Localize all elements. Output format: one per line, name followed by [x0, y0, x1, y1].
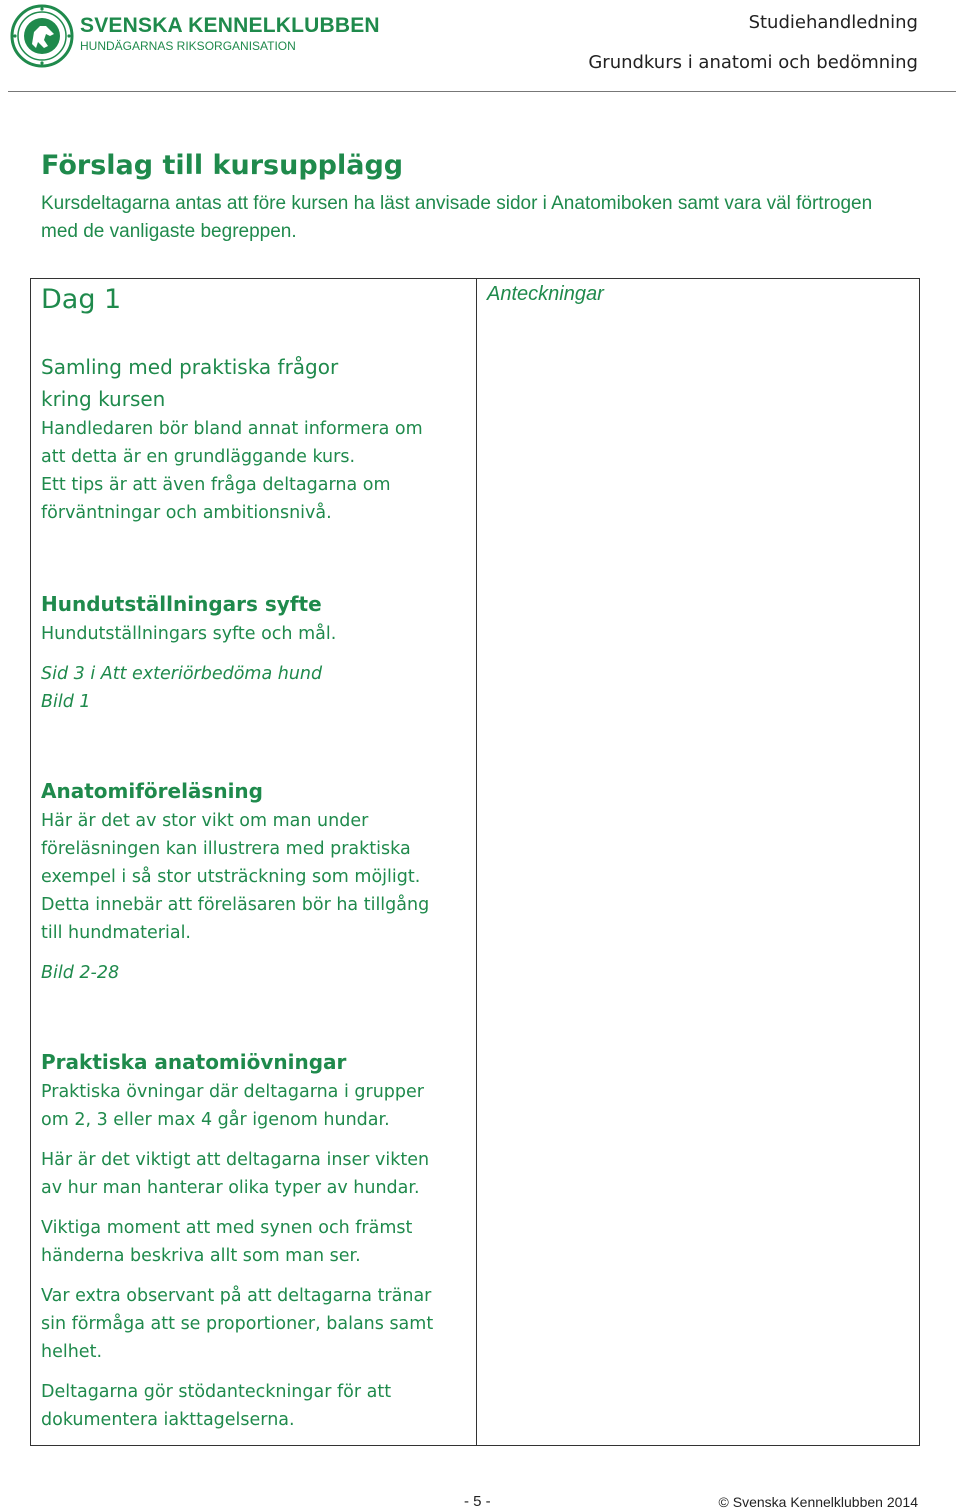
section-heading: Samling med praktiska frågor — [41, 355, 339, 379]
copyright-notice: © Svenska Kennelklubben 2014 — [718, 1494, 918, 1510]
header-document-type: Studiehandledning — [748, 12, 918, 33]
section-text-line: helhet. — [41, 1342, 103, 1362]
org-name: SVENSKA KENNELKLUBBEN — [80, 14, 380, 37]
day-title: Dag 1 — [41, 284, 122, 315]
section-text-line: Hundutställningars syfte och mål. — [41, 624, 337, 644]
section-heading: Hundutställningars syfte — [41, 592, 322, 616]
section-text-line: exempel i så stor utsträckning som möjligt. — [41, 867, 421, 887]
section-text-line: förväntningar och ambitionsnivå. — [41, 503, 332, 523]
section-text-line: av hur man hanterar olika typer av hundar. — [41, 1178, 420, 1198]
section-gathering — [41, 351, 471, 527]
section-text-line: Ett tips är att även fråga deltagarna om — [41, 475, 391, 495]
header-course-name: Grundkurs i anatomi och bedömning — [588, 52, 918, 73]
section-reference: Bild 2-28 — [41, 963, 120, 983]
section-text-line: Praktiska övningar där deltagarna i grupper — [41, 1082, 424, 1102]
section-heading: Anatomiföreläsning — [41, 779, 263, 803]
section-heading-cont: kring kursen — [41, 387, 166, 411]
section-text-line: dokumentera iakttagelserna. — [41, 1410, 295, 1430]
section-dog-show-purpose — [41, 588, 471, 716]
section-text-line: föreläsningen kan illustrera med praktiska — [41, 839, 411, 859]
header-divider — [8, 91, 956, 92]
section-text-line: Deltagarna gör stödanteckningar för att — [41, 1382, 392, 1402]
section-text-line: Här är det viktigt att deltagarna inser vikten — [41, 1150, 430, 1170]
section-text-line: Här är det av stor vikt om man under — [41, 811, 369, 831]
table-column-divider — [476, 278, 477, 1446]
section-text-line: Detta innebär att föreläsaren bör ha tillgång — [41, 895, 430, 915]
section-anatomy-lecture — [41, 775, 471, 987]
page-number: - 5 - — [464, 1493, 491, 1510]
intro-text: Kursdeltagarna antas att före kursen ha läst anvisade sidor i Anatomiboken samt vara väl förtrogen med de vanligaste begreppen. — [41, 193, 873, 242]
notes-column-label: Anteckningar — [487, 283, 604, 305]
section-practical-exercises — [41, 1046, 471, 1434]
section-text-line: om 2, 3 eller max 4 går igenom hundar. — [41, 1110, 390, 1130]
page-title: Förslag till kursupplägg — [41, 150, 404, 181]
section-text-line: att detta är en grundläggande kurs. — [41, 447, 356, 467]
section-text-line: händerna beskriva allt som man ser. — [41, 1246, 361, 1266]
org-subtitle: HUNDÄGARNAS RIKSORGANISATION — [80, 39, 296, 53]
section-text-line: Handledaren bör bland annat informera om — [41, 419, 423, 439]
section-text-line: sin förmåga att se proportioner, balans samt — [41, 1314, 434, 1334]
section-reference: Bild 1 — [41, 692, 91, 712]
section-heading: Praktiska anatomiövningar — [41, 1050, 347, 1074]
section-text-line: Var extra observant på att deltagarna tränar — [41, 1286, 432, 1306]
skk-logo-seal — [10, 4, 74, 68]
section-reference: Sid 3 i Att exteriörbedöma hund — [41, 664, 323, 684]
section-text-line: Viktiga moment att med synen och främst — [41, 1218, 413, 1238]
section-text-line: till hundmaterial. — [41, 923, 191, 943]
